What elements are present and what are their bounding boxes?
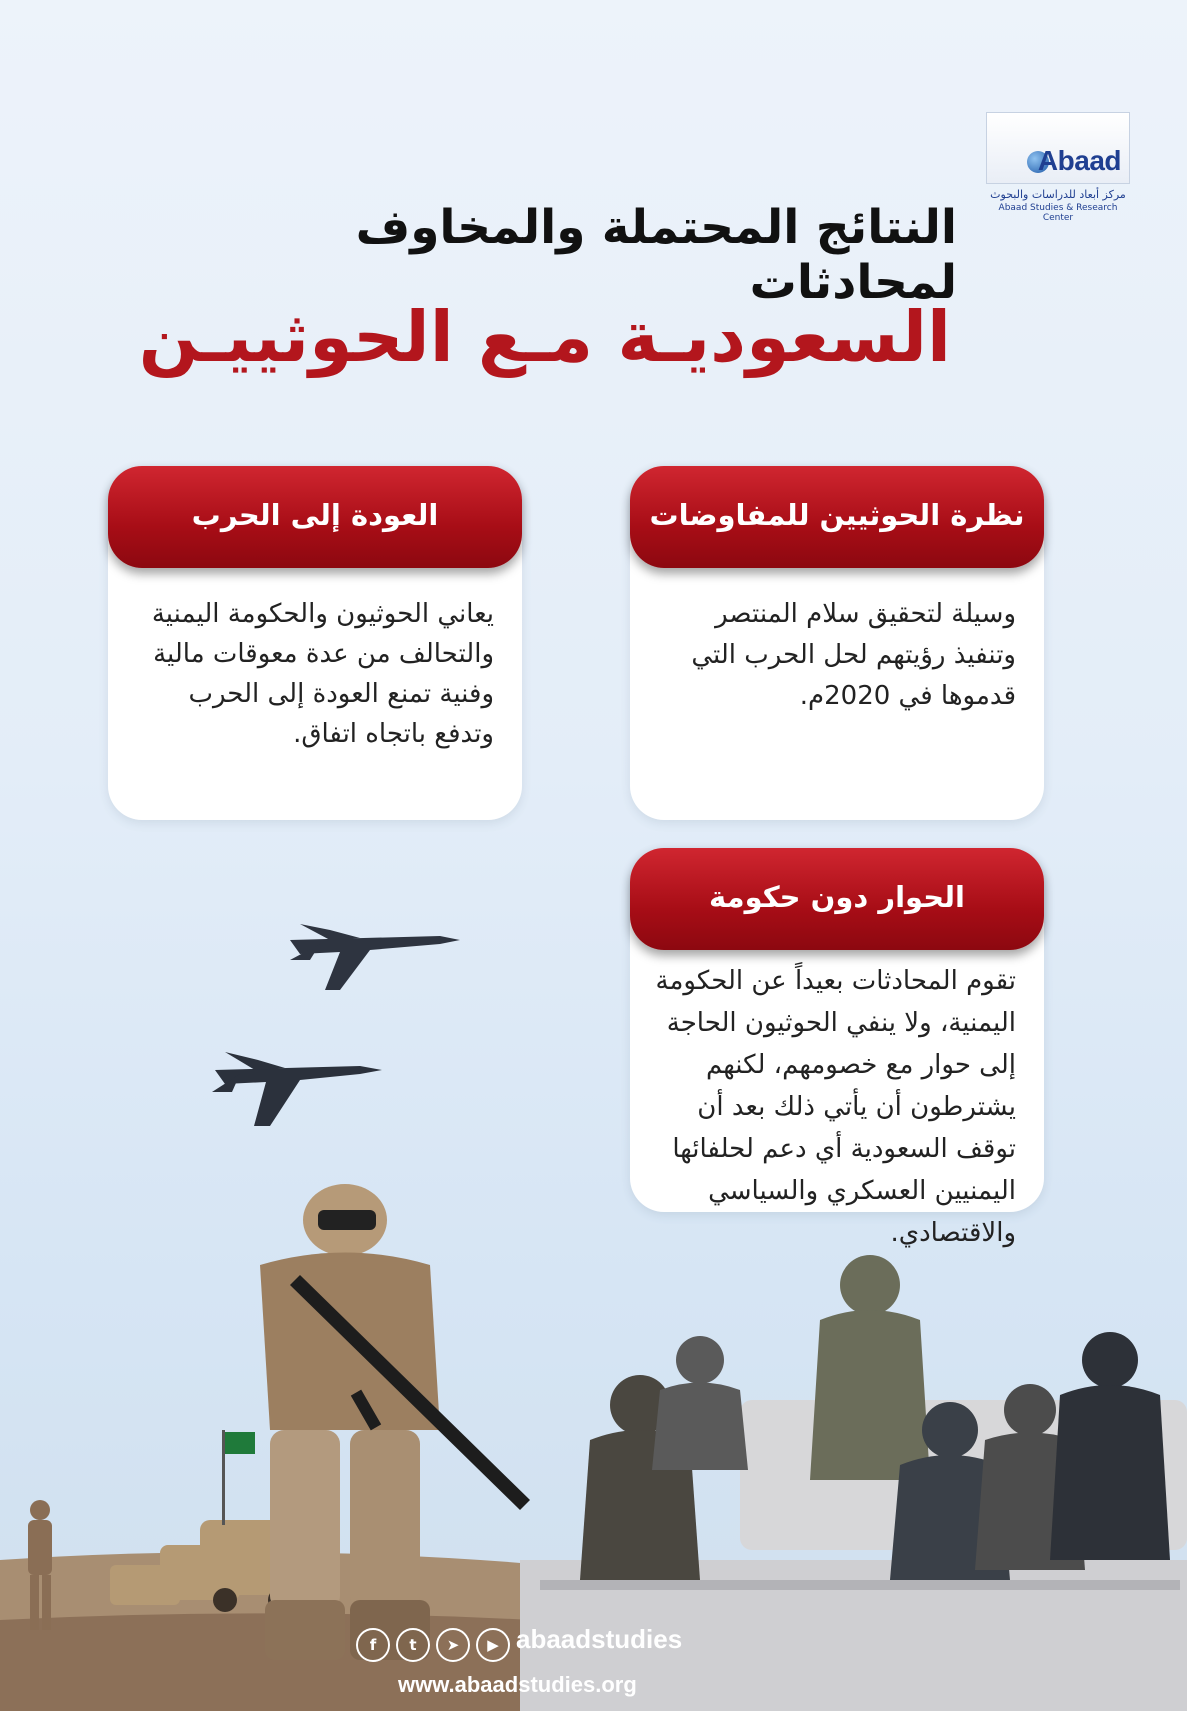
logo-wordmark: Abaad [1037,145,1121,176]
card-text: وسيلة لتحقيق سلام المنتصر وتنفيذ رؤيتهم لحل الحرب التي قدموها في 2020م. [691,599,1016,711]
card-text: تقوم المحادثات بعيداً عن الحكومة اليمنية، ولا ينفي الحوثيون الحاجة إلى حوار مع خصومهم، لكنهم يشترطون أن يأتي ذلك بعد أن توقف السعودية أي دعم لحلفائها اليمنيين العسكري والسياسي والاقتصادي. [655,966,1016,1248]
logo-subtitle-arabic: مركز أبعاد للدراسات والبحوث [990,188,1126,201]
fighter-jet-icon [212,1052,382,1126]
card-heading: الحوار دون حكومة [630,848,1044,950]
card-heading: العودة إلى الحرب [108,466,522,568]
card-heading: نظرة الحوثيين للمفاوضات [630,466,1044,568]
logo-subtitle-english: Abaad Studies & Research Center [998,203,1118,223]
saudi-flag [222,1430,255,1525]
card-text: يعاني الحوثيون والحكومة اليمنية والتحالف من عدة معوقات مالية وفنية تمنع العودة إلى الحرب وتدفع باتجاه اتفاق. [151,599,494,749]
telegram-icon[interactable]: ➤ [436,1628,470,1662]
facebook-icon[interactable]: f [356,1628,390,1662]
website-link[interactable]: www.abaadstudies.org [398,1672,637,1697]
youtube-icon[interactable]: ▶ [476,1628,510,1662]
fighter-jet-icon [290,924,460,990]
page-title-highlight: السعوديـة مـع الحوثييـن [138,296,951,378]
social-handle[interactable]: abaadstudies [516,1624,683,1654]
twitter-icon[interactable]: t [396,1628,430,1662]
page-title: النتائج المحتملة والمخاوف لمحادثات [355,200,957,310]
footer [356,1624,716,1704]
